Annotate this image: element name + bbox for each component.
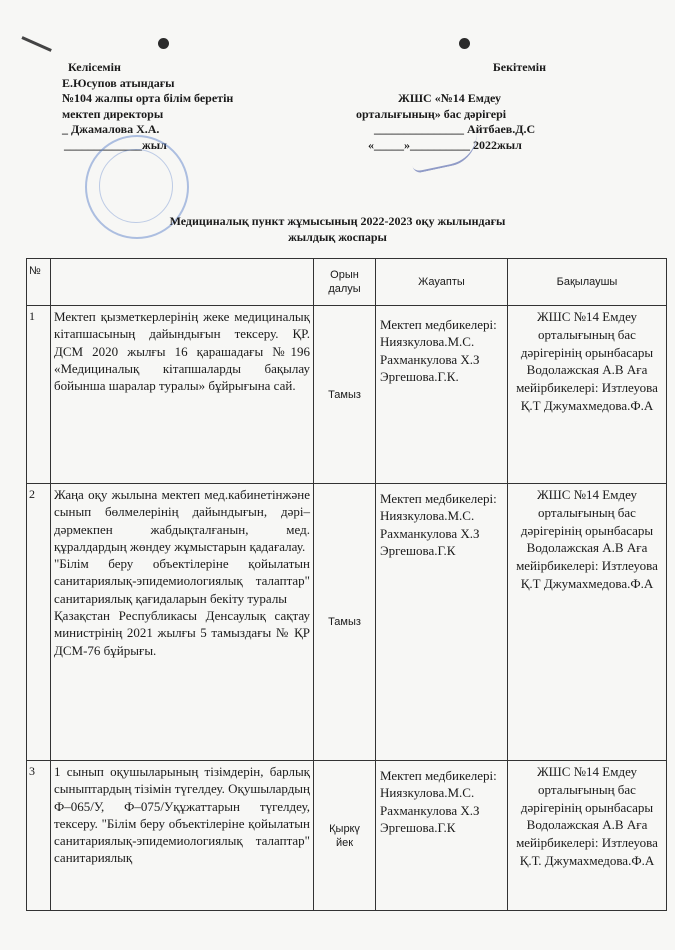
approval-right-line: «_____»__________ 2022жыл: [368, 137, 522, 152]
responsible-names: Ниязкулова.М.С. Рахманкулова Х.З Эргешова.Г.К.: [380, 334, 480, 384]
header-responsible: Жауапты: [376, 259, 508, 306]
approval-left-line: _ Джамалова Х.А.: [62, 122, 160, 136]
header-supervisor: Бақылаушы: [508, 259, 667, 306]
title-line-2: жылдық жоспары: [288, 230, 387, 244]
row-task: Мектеп қызметкерлерінің жеке медициналық кітапшасының дайындығын тексеру. ҚР. ДСМ 2020 жылғы 16 қарашадағы №196 «Медициналық кітапшаларды бақылау бойынша шаралар туралы» бұйрығына сай.: [51, 306, 314, 484]
row-supervisor: ЖШС №14 Емдеу орталығының бас дәрігерінің орынбасары Водолажская А.В Аға мейірбикелері: Изтлеуова Қ.Т Джумахмедова.Ф.А: [508, 306, 667, 484]
approval-left-line: №104 жалпы орта білім беретін: [62, 91, 234, 105]
header-place: Орын далуы: [314, 259, 376, 306]
punch-hole-right: [459, 38, 470, 49]
row-number: 1: [27, 306, 51, 484]
approval-right-line: [356, 76, 546, 92]
approval-left-line: _____________жыл: [64, 137, 167, 152]
approval-right-line: орталығының» бас дәрігері: [356, 106, 507, 121]
approval-right-line: _______________ Айтбаев.Д.С: [374, 122, 536, 136]
row-place: Тамыз: [314, 484, 376, 761]
responsible-names: Ниязкулова.М.С. Рахманкулова Х.З Эргешова.Г.К: [380, 785, 480, 835]
approval-right-line: ЖШС «№14 Емдеу: [398, 91, 502, 105]
table-row: [27, 306, 667, 484]
row-place: Тамыз: [314, 306, 376, 484]
title-line-1: Медициналық пункт жұмысының 2022-2023 оқу жылындағы: [169, 214, 506, 228]
table-row: [27, 484, 667, 761]
table-header-row: [27, 259, 667, 306]
row-place: Қыркү йек: [314, 761, 376, 911]
row-responsible: [376, 761, 508, 911]
document-title: [0, 213, 675, 245]
responsible-title: Мектеп медбикелері:: [380, 491, 497, 506]
row-supervisor: ЖШС №14 Емдеу орталығының бас дәрігерінің орынбасары Водолажская А.В Аға мейірбикелері: Изтлеуова Қ.Т Джумахмедова.Ф.А: [508, 484, 667, 761]
row-task: 1 сынып оқушыларының тізімдерін, барлық сыныптардың тізімін түгелдеу. Оқушылардың Ф–065/У, Ф–075/Уқұжаттарын түгелдеу, тексеру. "Білім беру объектілеріне қойылатын санитариялық-эпидемиологиялық талаптар" санитариялық: [51, 761, 314, 911]
approval-left-line: Е.Юсупов атындағы: [62, 75, 175, 90]
responsible-title: Мектеп медбикелері:: [380, 768, 497, 783]
responsible-names: Ниязкулова.М.С. Рахманкулова Х.З Эргешова.Г.К: [380, 508, 480, 558]
row-number: 2: [27, 484, 51, 761]
header-task: [51, 259, 314, 306]
row-task: Жаңа оқу жылына мектеп мед.кабинетінжәне сынып бөлмелерінің дайындығын, дәрі–дәрмекпен жабдықталғанын, мед. құралдардың жөндеу жұмыстарын қадағалау. "Білім беру объектілеріне қойылатын санитариялық-эпидемиологиялық талаптар" санитариялық қағидаларын бекіту туралы Қазақстан Республикасы Денсаулық сақтау министрінің 2021 жылғы 5 тамыздағы № ҚР ДСМ-76 бұйрығы.: [51, 484, 314, 761]
approval-left-line: Келісемін: [68, 60, 121, 74]
row-supervisor: ЖШС №14 Емдеу орталығының бас дәрігерінің орынбасары Водолажская А.В Аға мейірбикелері: Изтлеуова Қ.Т. Джумахмедова.Ф.А: [508, 761, 667, 911]
approval-right-line: Бекітемін: [492, 60, 546, 74]
row-number: 3: [27, 761, 51, 911]
paper-scratch-mark: [21, 36, 51, 52]
row-responsible: [376, 484, 508, 761]
approval-left-line: мектеп директоры: [62, 106, 164, 121]
row-responsible: [376, 306, 508, 484]
plan-table: [26, 258, 667, 911]
responsible-title: Мектеп медбикелері:: [380, 317, 497, 332]
table-row: [27, 761, 667, 911]
header-num: №: [27, 259, 51, 306]
punch-hole-left: [158, 38, 169, 49]
